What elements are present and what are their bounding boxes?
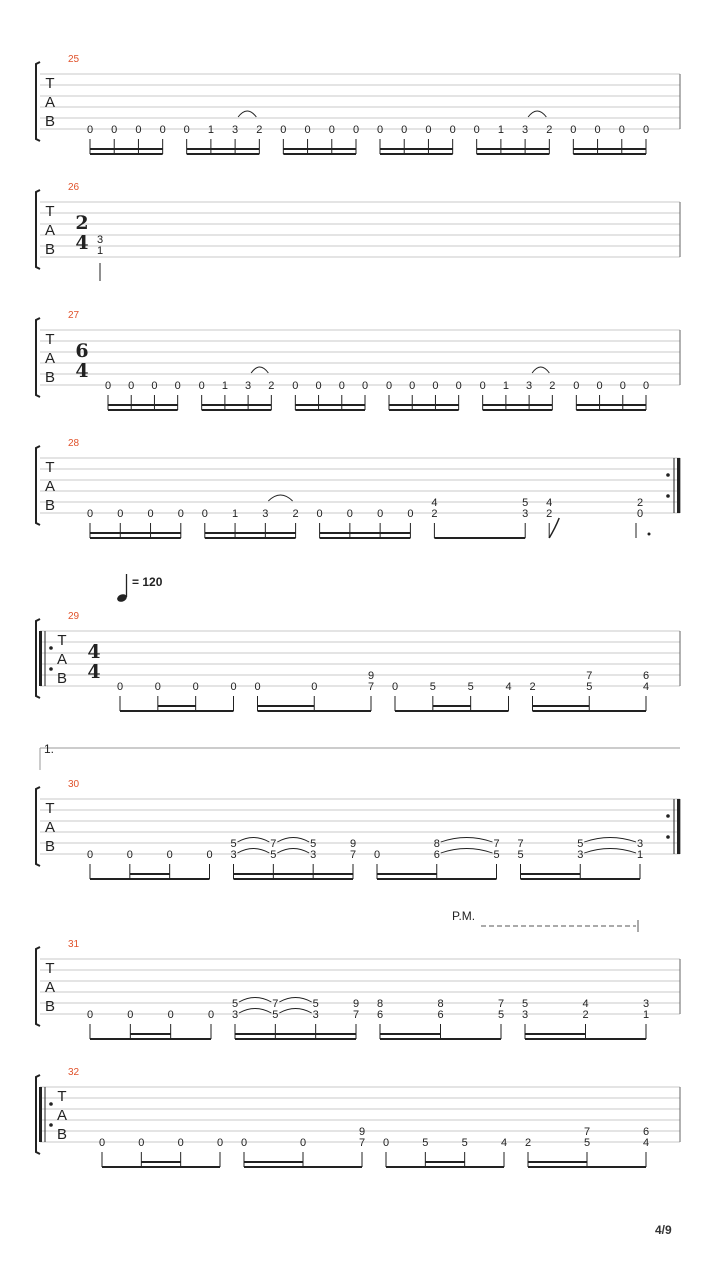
fret-number: 0 — [104, 380, 112, 392]
fret-number: 0 — [154, 681, 161, 693]
slur-arc — [239, 998, 271, 1003]
tab-letter: A — [44, 94, 56, 111]
fret-number: 0 — [174, 380, 181, 392]
tab-letter: A — [44, 222, 56, 239]
system-bracket — [36, 787, 40, 866]
fret-number: 0 — [151, 380, 158, 392]
tab-letter: A — [44, 350, 56, 367]
fret-number: 2 — [582, 1009, 589, 1021]
palm-mute — [452, 909, 638, 932]
slur-arc — [584, 838, 636, 843]
fret-number: 0 — [86, 849, 94, 861]
fret-number: 3 — [522, 124, 529, 136]
fret-number: 0 — [391, 681, 399, 693]
bend-arc — [532, 367, 549, 373]
fret-number: 5 — [272, 1009, 279, 1021]
tab-letter: A — [44, 478, 56, 495]
fret-number: 0 — [642, 380, 650, 392]
fret-number: 0 — [401, 124, 408, 136]
fret-number: 0 — [432, 380, 439, 392]
fret-number: 0 — [138, 1137, 145, 1149]
fret-number: 0 — [382, 1137, 390, 1149]
fret-number: 3 — [230, 849, 237, 861]
tab-letter: B — [56, 1126, 68, 1143]
fret-number: 1 — [232, 508, 239, 520]
fret-number: 6 — [642, 1126, 650, 1138]
fret-number: 5 — [429, 681, 436, 693]
tempo-text: = 120 — [132, 575, 163, 589]
fret-number: 5 — [461, 1137, 468, 1149]
fret-number: 0 — [86, 1009, 94, 1021]
tab-letter: T — [45, 203, 55, 220]
tab-letter: A — [56, 651, 68, 668]
fret-number: 4 — [505, 681, 512, 693]
fret-number: 0 — [449, 124, 456, 136]
tab-letter: B — [44, 998, 56, 1015]
fret-number: 7 — [517, 838, 524, 850]
fret-number: 1 — [636, 849, 644, 861]
fret-number: 1 — [502, 380, 509, 392]
note-flag — [549, 518, 559, 538]
fret-number: 3 — [577, 849, 584, 861]
fret-number: 0 — [117, 508, 124, 520]
fret-number: 2 — [546, 508, 553, 520]
fret-number: 1 — [221, 380, 228, 392]
fret-number: 4 — [500, 1137, 508, 1149]
fret-number: 5 — [521, 998, 529, 1010]
fret-number: 0 — [425, 124, 432, 136]
fret-number: 7 — [349, 849, 357, 861]
system-bracket — [36, 947, 40, 1026]
tab-system-27 — [36, 310, 680, 410]
fret-number: 0 — [642, 124, 650, 136]
tab-letter: B — [44, 241, 56, 258]
volta-bracket — [40, 742, 680, 770]
fret-number: 5 — [467, 681, 474, 693]
measure-number: 25 — [68, 54, 80, 65]
tab-letter: B — [44, 369, 56, 386]
bend-arc — [251, 367, 268, 373]
fret-number: 1 — [642, 1009, 650, 1021]
fret-number: 0 — [636, 508, 644, 520]
fret-number: 2 — [549, 380, 556, 392]
fret-number: 0 — [192, 681, 199, 693]
time-signature-top: 2 — [75, 212, 89, 234]
fret-number: 0 — [385, 380, 393, 392]
fret-number: 0 — [352, 124, 360, 136]
fret-number: 2 — [256, 124, 263, 136]
tab-letter: T — [45, 331, 55, 348]
fret-number: 0 — [86, 124, 94, 136]
measure-number: 32 — [68, 1067, 80, 1078]
fret-number: 0 — [230, 681, 237, 693]
fret-number: 7 — [497, 998, 505, 1010]
fret-number: 5 — [231, 998, 239, 1010]
fret-number: 5 — [493, 849, 500, 861]
repeat-dot — [666, 473, 670, 477]
slur-arc — [441, 838, 493, 843]
fret-number: 0 — [377, 508, 384, 520]
fret-number: 0 — [361, 380, 369, 392]
fret-number: 0 — [127, 1009, 134, 1021]
fret-number: 0 — [407, 508, 414, 520]
time-signature-top: 4 — [87, 641, 101, 663]
tab-letter: T — [57, 1088, 67, 1105]
systems-layer — [36, 54, 680, 1167]
time-signature-bottom: 4 — [87, 661, 101, 683]
fret-number: 6 — [433, 849, 440, 861]
fret-number: 0 — [128, 380, 135, 392]
measure-number: 28 — [68, 438, 80, 449]
tab-system-30 — [36, 779, 680, 879]
fret-number: 0 — [216, 1137, 224, 1149]
slur-arc — [441, 849, 493, 854]
fret-number: 3 — [521, 1009, 529, 1021]
fret-number: 5 — [497, 1009, 505, 1021]
fret-number: 0 — [618, 124, 625, 136]
fret-number: 3 — [642, 998, 650, 1010]
fret-number: 4 — [582, 998, 589, 1010]
system-bracket — [36, 318, 40, 397]
slur-arc — [277, 838, 309, 843]
fret-number: 0 — [570, 124, 577, 136]
fret-number: 0 — [594, 124, 601, 136]
fret-number: 5 — [230, 838, 237, 850]
slur-arc — [239, 1009, 271, 1014]
repeat-dot — [666, 835, 670, 839]
fret-number: 1 — [207, 124, 214, 136]
fret-number: 3 — [312, 1009, 319, 1021]
fret-number: 0 — [116, 681, 124, 693]
fret-number: 3 — [526, 380, 533, 392]
slur-arc — [277, 849, 309, 854]
tab-letter: A — [56, 1107, 68, 1124]
bend-arc — [238, 111, 256, 117]
tab-system-25 — [36, 54, 680, 154]
dot — [648, 533, 651, 536]
measure-number: 27 — [68, 310, 80, 321]
fret-number: 1 — [497, 124, 504, 136]
tab-system-28 — [36, 438, 680, 538]
tab-letter: T — [45, 800, 55, 817]
tab-letter: A — [44, 979, 56, 996]
fret-number: 5 — [310, 838, 317, 850]
tab-letter: B — [44, 838, 56, 855]
fret-number: 6 — [376, 1009, 384, 1021]
fret-number: 5 — [586, 681, 593, 693]
measure-number: 29 — [68, 611, 80, 622]
fret-number: 2 — [546, 124, 553, 136]
measure-number: 31 — [68, 939, 80, 950]
tab-system-32 — [36, 1067, 680, 1167]
time-signature-bottom: 4 — [75, 360, 89, 382]
measure-number: 26 — [68, 182, 80, 193]
fret-number: 2 — [524, 1137, 532, 1149]
fret-number: 5 — [583, 1137, 591, 1149]
tab-system-26 — [36, 182, 680, 281]
fret-number: 0 — [183, 124, 190, 136]
fret-number: 0 — [304, 124, 311, 136]
fret-number: 3 — [262, 508, 269, 520]
fret-number: 0 — [596, 380, 603, 392]
fret-number: 0 — [409, 380, 416, 392]
repeat-end-thick-bar — [677, 458, 680, 513]
fret-number: 0 — [177, 508, 184, 520]
fret-number: 4 — [642, 1137, 650, 1149]
fret-number: 0 — [166, 849, 173, 861]
system-bracket — [36, 62, 40, 141]
time-signature-bottom: 4 — [75, 232, 89, 254]
fret-number: 0 — [338, 380, 345, 392]
fret-number: 9 — [367, 670, 375, 682]
fret-number: 7 — [352, 1009, 360, 1021]
fret-number: 2 — [529, 681, 536, 693]
fret-number: 3 — [96, 234, 104, 246]
time-signature-top: 6 — [75, 340, 89, 362]
fret-number: 5 — [312, 998, 319, 1010]
fret-number: 7 — [358, 1137, 366, 1149]
fret-number: 0 — [240, 1137, 248, 1149]
fret-number: 0 — [126, 849, 133, 861]
fret-number: 0 — [201, 508, 208, 520]
fret-number: 0 — [479, 380, 486, 392]
fret-number: 7 — [270, 838, 277, 850]
repeat-start-thick-bar — [39, 1087, 42, 1142]
fret-number: 8 — [433, 838, 440, 850]
fret-number: 0 — [177, 1137, 184, 1149]
tab-letter: T — [45, 75, 55, 92]
fret-number: 7 — [583, 1126, 591, 1138]
fret-number: 0 — [473, 124, 480, 136]
tab-letter: T — [45, 459, 55, 476]
fret-number: 0 — [206, 849, 213, 861]
fret-number: 5 — [422, 1137, 429, 1149]
fret-number: 0 — [315, 380, 322, 392]
fret-number: 4 — [431, 497, 438, 509]
fret-number: 3 — [636, 838, 644, 850]
fret-number: 9 — [349, 838, 357, 850]
fret-number: 0 — [619, 380, 626, 392]
fret-number: 0 — [292, 380, 299, 392]
fret-number: 0 — [376, 124, 384, 136]
repeat-dot — [49, 1123, 53, 1127]
system-bracket — [36, 446, 40, 525]
bend-arc — [268, 495, 292, 501]
slur-arc — [238, 849, 270, 854]
fret-number: 0 — [111, 124, 118, 136]
fret-number: 0 — [346, 508, 353, 520]
system-bracket — [36, 190, 40, 269]
fret-number: 7 — [586, 670, 593, 682]
fret-number: 5 — [522, 497, 529, 509]
repeat-dot — [49, 1102, 53, 1106]
fret-number: 0 — [135, 124, 142, 136]
fret-number: 0 — [373, 849, 381, 861]
tab-letter: B — [56, 670, 68, 687]
fret-number: 0 — [98, 1137, 106, 1149]
repeat-dot — [666, 494, 670, 498]
fret-number: 0 — [573, 380, 580, 392]
fret-number: 2 — [636, 497, 644, 509]
fret-number: 6 — [437, 1009, 444, 1021]
tab-letter: A — [44, 819, 56, 836]
palm-mute-label: P.M. — [452, 909, 476, 923]
fret-number: 3 — [245, 380, 252, 392]
fret-number: 2 — [292, 508, 299, 520]
fret-number: 0 — [159, 124, 166, 136]
bend-arc — [528, 111, 546, 117]
fret-number: 0 — [254, 681, 261, 693]
fret-number: 5 — [577, 838, 584, 850]
tab-system-29 — [36, 611, 680, 711]
fret-number: 9 — [358, 1126, 366, 1138]
fret-number: 4 — [546, 497, 553, 509]
repeat-end-thick-bar — [677, 799, 680, 854]
tempo-marking — [116, 574, 163, 603]
fret-number: 3 — [310, 849, 317, 861]
fret-number: 7 — [493, 838, 500, 850]
fret-number: 7 — [272, 998, 279, 1010]
fret-number: 7 — [367, 681, 375, 693]
fret-number: 0 — [86, 508, 94, 520]
fret-number: 0 — [198, 380, 205, 392]
tab-letter: T — [45, 960, 55, 977]
repeat-start-thick-bar — [39, 631, 42, 686]
fret-number: 0 — [328, 124, 335, 136]
fret-number: 0 — [167, 1009, 174, 1021]
slur-arc — [238, 838, 270, 843]
tab-letter: B — [44, 497, 56, 514]
fret-number: 2 — [431, 508, 438, 520]
slur-arc — [279, 1009, 311, 1014]
volta-label: 1. — [44, 742, 55, 756]
fret-number: 1 — [96, 245, 104, 257]
repeat-dot — [666, 814, 670, 818]
fret-number: 9 — [352, 998, 360, 1010]
fret-number: 6 — [642, 670, 650, 682]
fret-number: 0 — [280, 124, 287, 136]
measure-number: 30 — [68, 779, 80, 790]
fret-number: 5 — [517, 849, 524, 861]
fret-number: 0 — [207, 1009, 215, 1021]
repeat-dot — [49, 667, 53, 671]
fret-number: 2 — [268, 380, 275, 392]
page-number: 4/9 — [655, 1223, 672, 1237]
fret-number: 8 — [376, 998, 384, 1010]
slur-arc — [584, 849, 636, 854]
fret-number: 3 — [231, 1009, 239, 1021]
fret-number: 0 — [311, 681, 318, 693]
repeat-dot — [49, 646, 53, 650]
tab-letter: B — [44, 113, 56, 130]
fret-number: 0 — [147, 508, 154, 520]
slur-arc — [279, 998, 311, 1003]
fret-number: 3 — [522, 508, 529, 520]
fret-number: 0 — [455, 380, 462, 392]
tab-system-31 — [36, 939, 680, 1039]
fret-number: 0 — [316, 508, 323, 520]
fret-number: 5 — [270, 849, 277, 861]
fret-number: 3 — [232, 124, 239, 136]
tab-letter: T — [57, 632, 67, 649]
fret-number: 0 — [299, 1137, 307, 1149]
fret-number: 4 — [642, 681, 650, 693]
fret-number: 8 — [437, 998, 444, 1010]
